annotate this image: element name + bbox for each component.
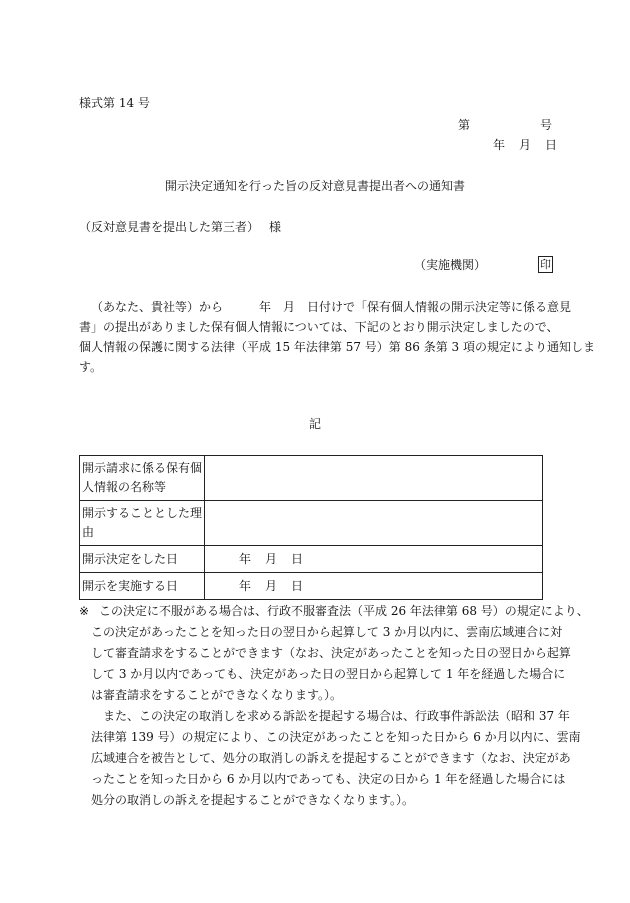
addressee-name: （反対意見書を提出した第三者）: [79, 220, 260, 234]
notes-section: [79, 601, 589, 811]
note-line: は審査請求をすることができなくなります。）。: [91, 688, 343, 702]
records-table: [79, 455, 543, 600]
document-title: 開示決定通知を行った旨の反対意見書提出者への通知書: [164, 179, 465, 193]
table-row: [80, 546, 543, 573]
table-row: [80, 456, 543, 501]
table-date-value: 年 月 日: [205, 546, 543, 573]
table-value: [205, 456, 543, 501]
date-month: 月: [519, 138, 532, 152]
addressee-honorific: 様: [269, 220, 282, 234]
note-line: ったことを知った日から 6 か月以内であっても、決定の日から 1 年を経過した場合には: [91, 772, 566, 786]
body-line: す。: [79, 360, 103, 374]
seal-stamp: 印: [540, 258, 551, 271]
form-number: 様式第 14 号: [79, 96, 150, 110]
table-label: 開示することとした理 由: [80, 501, 205, 546]
note-line: 広域連合を被告として、処分の取消しの訴えを提起することができます（なお、決定があ: [91, 751, 571, 765]
note-line: ※ この決定に不服がある場合は、行政不服審査法（平成 26 年法律第 68 号）の規定により、: [79, 601, 551, 622]
table-label: 開示を実施する日: [80, 573, 205, 600]
table-value: [205, 501, 543, 546]
document-number: [458, 119, 552, 131]
note-line: 法律第 139 号）の規定により、この決定があったことを知った日から 6 か月以内に、雲南: [91, 730, 581, 744]
note-line: 処分の取消しの訴えを提起することができなくなります。）。: [91, 793, 415, 807]
document-number-prefix: 第: [458, 118, 471, 132]
note-line: この決定があったことを知った日の翌日から起算して 3 か月以内に、雲南広域連合に対: [91, 625, 563, 639]
note-line: して 3 か月以内であっても、決定があった日の翌日から起算して 1 年を経過した場合に: [91, 667, 566, 681]
body-paragraph: [79, 297, 595, 377]
body-line: （あなた、貴社等）から 年 月 日付けで「保有個人情報の開示決定等に係る意見: [91, 300, 572, 314]
note-line: また、この決定の取消しを求める訴訟を提起する場合は、行政事件訴訟法（昭和 37 年: [103, 709, 570, 723]
date-day: 日: [545, 138, 558, 152]
document-number-suffix: 号: [540, 118, 553, 132]
sender-agency: （実施機関）: [414, 258, 487, 272]
body-line: 個人情報の保護に関する法律（平成 15 年法律第 57 号）第 86 条第 3 項の規定により通知しま: [79, 340, 595, 354]
note-line: して審査請求をすることができます（なお、決定があったことを知った日の翌日から起算: [91, 646, 571, 660]
body-line: 書」の提出がありました保有個人情報については、下記のとおり開示決定しましたので、: [79, 320, 559, 334]
note-mark: ※: [79, 604, 90, 618]
document-date: [493, 139, 557, 151]
table-row: [80, 501, 543, 546]
date-year: 年: [493, 138, 506, 152]
table-date-value: 年 月 日: [205, 573, 543, 600]
addressee: [79, 221, 281, 233]
table-label: 開示請求に係る保有個 人情報の名称等: [80, 456, 205, 501]
table-label: 開示決定をした日: [80, 546, 205, 573]
ki-heading: 記: [308, 417, 321, 431]
table-row: [80, 573, 543, 600]
